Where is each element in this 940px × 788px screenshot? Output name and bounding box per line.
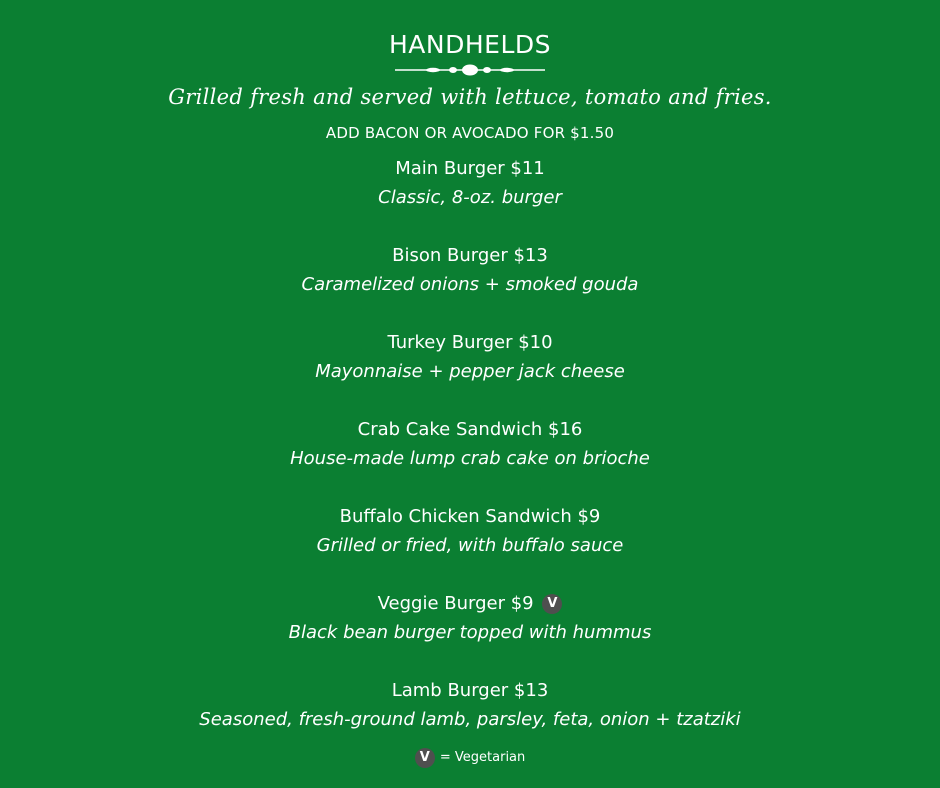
menu-item — [0, 503, 940, 561]
menu-item — [0, 416, 940, 474]
addon-note: ADD BACON OR AVOCADO FOR $1.50 — [325, 124, 615, 142]
vegetarian-icon: V — [542, 594, 562, 614]
vegetarian-icon: V — [415, 748, 435, 768]
menu-item-description: Black bean burger topped with hummus — [288, 622, 652, 643]
menu-item — [0, 155, 940, 213]
legend-text: = Vegetarian — [439, 750, 526, 765]
vegetarian-legend — [0, 747, 940, 769]
menu-item-name: Crab Cake Sandwich $16 — [357, 419, 583, 440]
menu-title: HANDHELDS — [389, 30, 551, 59]
menu-tagline: Grilled fresh and served with lettuce, tomato and fries. — [168, 85, 772, 109]
ornamental-divider-icon — [395, 63, 545, 77]
menu-item-name: Lamb Burger $13 — [391, 680, 549, 701]
menu-item-name: Veggie Burger $9 — [377, 593, 534, 614]
menu-item-description: Mayonnaise + pepper jack cheese — [315, 361, 625, 382]
menu-item — [0, 590, 940, 648]
menu-item-name-row — [0, 590, 940, 618]
menu-item-description: House-made lump crab cake on brioche — [290, 448, 650, 469]
menu-item-description: Grilled or fried, with buffalo sauce — [316, 535, 624, 556]
menu-item-name: Main Burger $11 — [395, 158, 545, 179]
menu-item-description: Caramelized onions + smoked gouda — [301, 274, 639, 295]
menu-item-name: Buffalo Chicken Sandwich $9 — [339, 506, 601, 527]
menu-item — [0, 242, 940, 300]
menu-item-description: Seasoned, fresh-ground lamb, parsley, feta, onion + tzatziki — [199, 709, 741, 730]
menu-item-name: Bison Burger $13 — [392, 245, 548, 266]
menu-item — [0, 677, 940, 735]
menu-item-description: Classic, 8-oz. burger — [378, 187, 562, 208]
menu-item — [0, 329, 940, 387]
menu-item-name: Turkey Burger $10 — [387, 332, 553, 353]
